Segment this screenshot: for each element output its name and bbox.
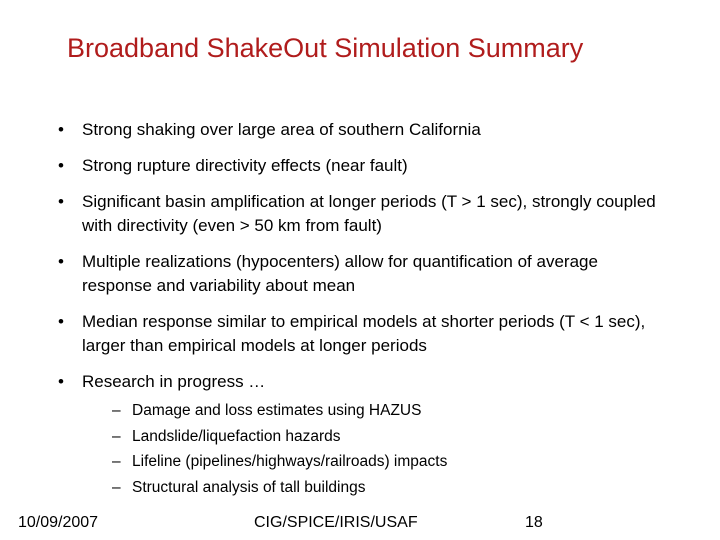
sub-bullet-text: Lifeline (pipelines/highways/railroads) impacts	[132, 453, 448, 470]
bullet-item	[58, 190, 658, 238]
sub-bullet-text: Structural analysis of tall buildings	[132, 478, 366, 496]
sub-bullet-text: Landslide/liquefaction hazards	[132, 427, 341, 445]
bullet-text: Research in progress …	[82, 372, 266, 391]
bullet-text: Median response similar to empirical models at shorter periods (T < 1 sec), larger than empirical models at longer periods	[82, 312, 646, 355]
footer-page-number: 18	[525, 514, 543, 531]
sub-bullet-item	[112, 449, 447, 475]
bullet-marker: •	[58, 372, 64, 391]
bullet-marker: •	[58, 156, 64, 175]
bullet-text: Strong rupture directivity effects (near fault)	[82, 156, 408, 175]
bullet-item	[58, 118, 658, 142]
footer-organization: CIG/SPICE/IRIS/USAF	[254, 514, 418, 531]
sub-bullet-item	[112, 424, 447, 450]
sub-bullet-list	[112, 398, 447, 500]
dash-marker: –	[112, 427, 121, 445]
bullet-marker: •	[58, 120, 64, 139]
bullet-text: Multiple realizations (hypocenters) allow for quantification of average response and variability about mean	[82, 252, 598, 295]
slide-title: Broadband ShakeOut Simulation Summary	[67, 33, 584, 63]
bullet-list	[58, 118, 658, 406]
bullet-item	[58, 370, 658, 394]
bullet-marker: •	[58, 192, 64, 211]
bullet-item	[58, 250, 658, 298]
dash-marker: –	[112, 402, 121, 419]
bullet-text: Strong shaking over large area of southern California	[82, 120, 481, 139]
footer-date: 10/09/2007	[18, 514, 99, 531]
bullet-item	[58, 310, 658, 358]
sub-bullet-item	[112, 475, 447, 501]
dash-marker: –	[112, 478, 121, 496]
bullet-marker: •	[58, 252, 64, 271]
dash-marker: –	[112, 453, 121, 470]
bullet-text: Significant basin amplification at longer periods (T > 1 sec), strongly coupled with directivity (even > 50 km from fault)	[82, 192, 656, 235]
sub-bullet-item	[112, 398, 447, 424]
sub-bullet-text: Damage and loss estimates using HAZUS	[132, 402, 422, 419]
bullet-marker: •	[58, 312, 64, 331]
bullet-item	[58, 154, 658, 178]
